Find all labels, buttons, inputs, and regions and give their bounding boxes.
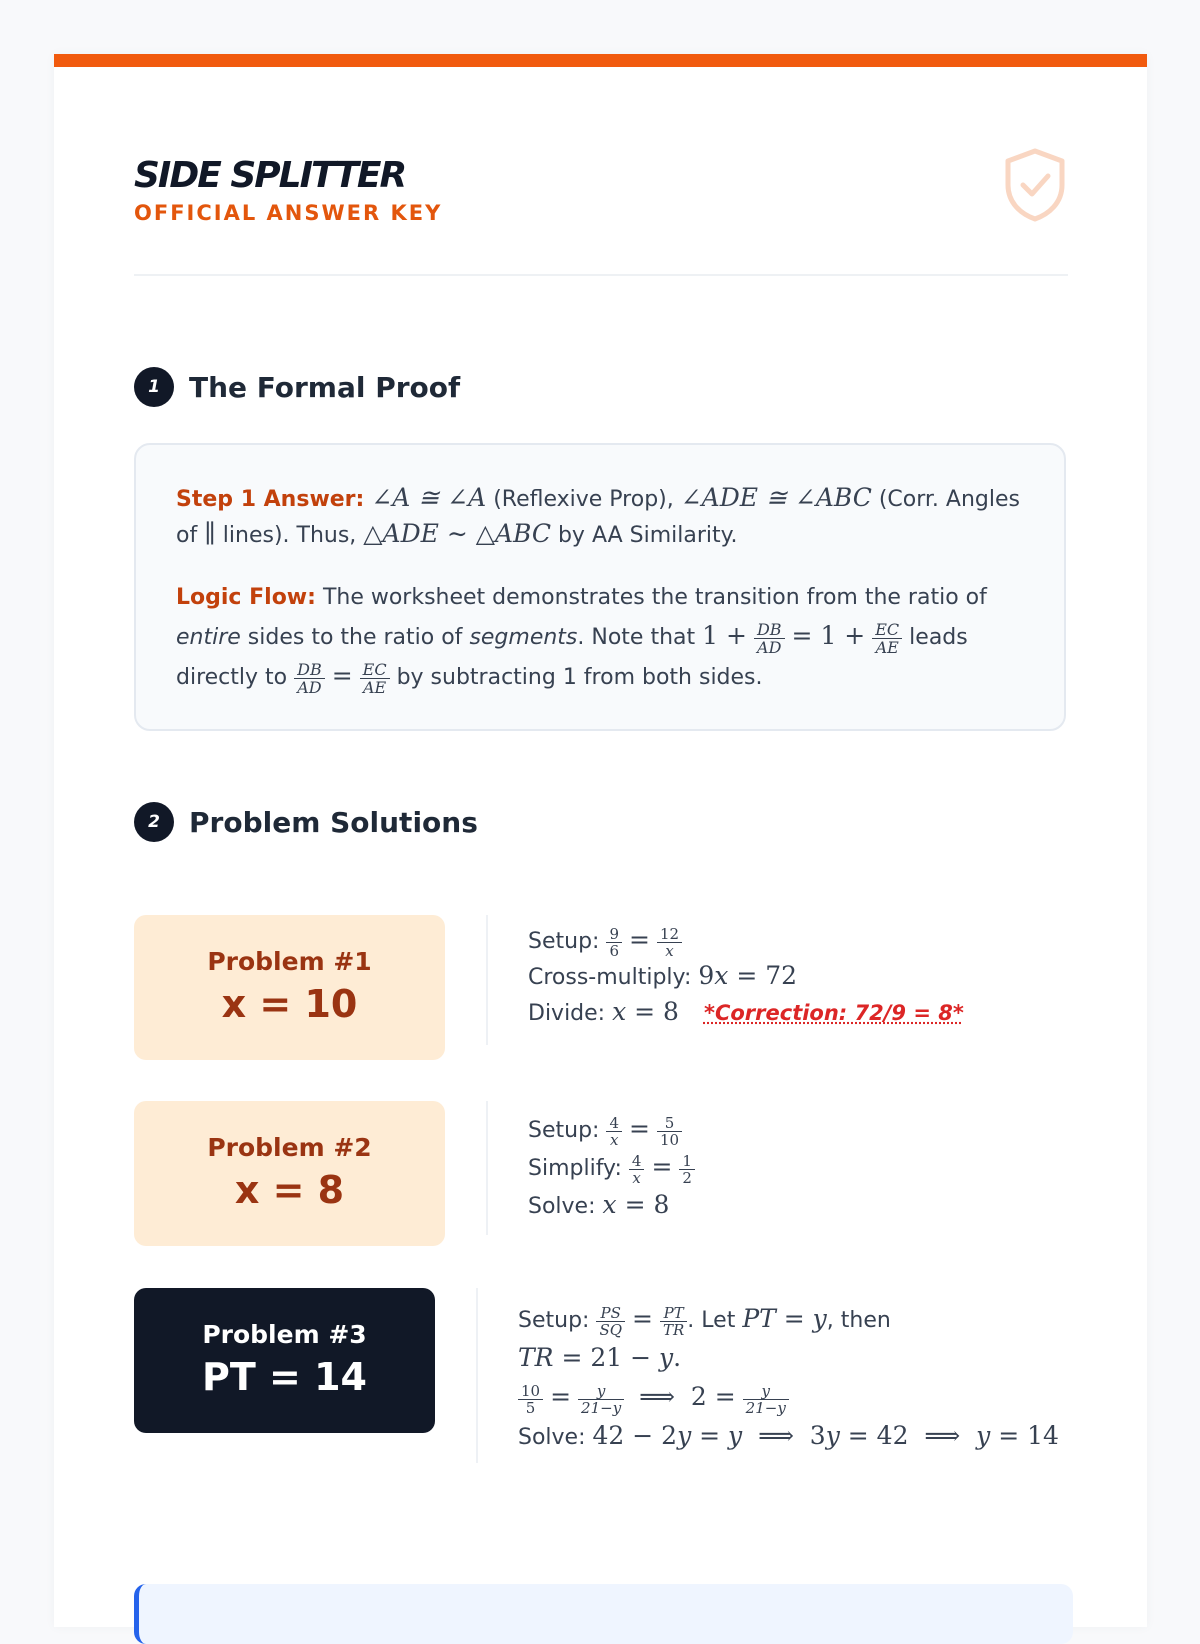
math-expression: PT = y [742,1304,827,1333]
math-expression: = 1 + [791,621,866,650]
text: The worksheet demonstrates the transition from the ratio of [322,585,987,610]
work-label: Setup: [528,929,600,954]
section-formal-proof-heading [134,367,460,407]
work-label: Setup: [518,1308,590,1333]
parallel-symbol: ∥ [204,519,216,548]
text: sides to the ratio of [247,625,463,650]
fraction: $\frac{9}{6}$ [606,926,622,959]
fraction: $\frac{DB}{AD}$ [294,661,325,696]
math-expression: x = 8 [602,1190,670,1219]
work-line [528,923,964,959]
fraction: $\frac{5}{10}$ [657,1115,682,1148]
section-title: Problem Solutions [189,805,478,839]
math-expression: 42 − 2y = y ⟹ 3y = 42 ⟹ y = 14 [592,1421,1059,1450]
math-expression: TR = 21 − y. [518,1343,682,1372]
problem-1-work [486,915,964,1045]
work-label: Solve: [528,1194,596,1219]
fraction: $\frac{y}{21-y}$ [578,1383,624,1416]
text: . Note that [577,625,696,650]
work-line [528,1111,695,1149]
work-line [518,1339,1059,1378]
text: by AA Similarity. [557,523,738,548]
problem-label: Problem #1 [207,946,372,976]
work-label: Setup: [528,1118,600,1143]
section-title: The Formal Proof [189,370,461,404]
text: , then [826,1308,891,1333]
text: (Corr. Angles of [176,487,1020,548]
problem-3-answer-card [134,1288,435,1433]
problem-label: Problem #2 [207,1132,372,1162]
fraction: $\frac{EC}{AE}$ [872,621,902,656]
math-expression: △ADE ∼ △ABC [363,519,551,548]
text: (Reflexive Prop), [493,487,674,512]
work-label: Simplify: [528,1156,622,1181]
math-expression: x = 8 [612,997,679,1026]
problem-1-answer-card [134,915,445,1060]
math-expression: ∠A ≅ ∠A [371,483,487,512]
problem-2-answer-card [134,1101,445,1246]
problem-answer: x = 10 [221,981,358,1026]
math-expression: = [331,661,353,690]
work-label: Divide: [528,1001,606,1026]
fraction: $\frac{12}{x}$ [657,926,682,959]
work-line [528,995,964,1031]
math-expression: ∠ADE ≅ ∠ABC [680,483,872,512]
text: lines). Thus, [222,523,357,548]
section-number-badge: 1 [134,367,174,407]
fraction: $\frac{DB}{AD}$ [754,621,785,656]
fraction: $\frac{PS}{SQ}$ [596,1305,625,1338]
work-line [528,1149,695,1187]
fraction: $\frac{10}{5}$ [518,1383,543,1416]
answer-key-card [54,54,1147,1627]
step-1-answer [176,481,1024,553]
math-expression: = [550,1382,572,1411]
fraction: $\frac{EC}{AE}$ [360,661,390,696]
page-subtitle: OFFICIAL ANSWER KEY [134,201,443,225]
math-expression: 1 + [702,621,747,650]
page-title: SIDE SPLITTER [134,155,406,196]
emphasis: entire [176,625,241,650]
text: . Let [687,1308,736,1333]
logic-flow [176,579,1024,697]
work-line [518,1378,1059,1417]
problem-label: Problem #3 [202,1319,367,1349]
text: leads directly to [176,625,968,690]
header [134,155,1068,225]
text: by subtracting 1 from both sides. [396,665,763,690]
shield-check-icon [1002,147,1068,223]
math-expression: = [629,1114,650,1143]
bottom-callout [134,1584,1073,1644]
header-divider [134,274,1068,276]
math-expression: = [632,1304,653,1333]
work-line [518,1417,1059,1456]
formal-proof-box [134,443,1066,731]
fraction: $\frac{4}{x}$ [606,1115,622,1148]
work-label: Solve: [518,1425,586,1450]
math-expression: ⟹ 2 = [631,1382,736,1411]
work-line [518,1300,1059,1339]
fraction: $\frac{4}{x}$ [629,1153,645,1186]
math-expression: = [629,925,650,954]
section-number-badge: 2 [134,802,174,842]
work-label: Cross-multiply: [528,965,692,990]
step-label: Step 1 Answer: [176,487,365,512]
work-line [528,959,964,995]
math-expression: 9x = 72 [698,961,798,990]
work-line [528,1187,695,1225]
math-expression: = [651,1152,673,1181]
fraction: $\frac{1}{2}$ [679,1153,695,1186]
problem-3-work [476,1288,1059,1463]
emphasis: segments [469,625,578,650]
problem-answer: PT = 14 [202,1354,367,1399]
fraction: $\frac{y}{21-y}$ [743,1383,789,1416]
logic-label: Logic Flow: [176,585,316,610]
fraction: $\frac{PT}{TR}$ [660,1305,687,1338]
problem-answer: x = 8 [234,1167,345,1212]
section-problem-solutions-heading [134,802,478,842]
problem-2-work [486,1101,695,1235]
correction-note: *Correction: 72/9 = 8* [703,1001,964,1025]
